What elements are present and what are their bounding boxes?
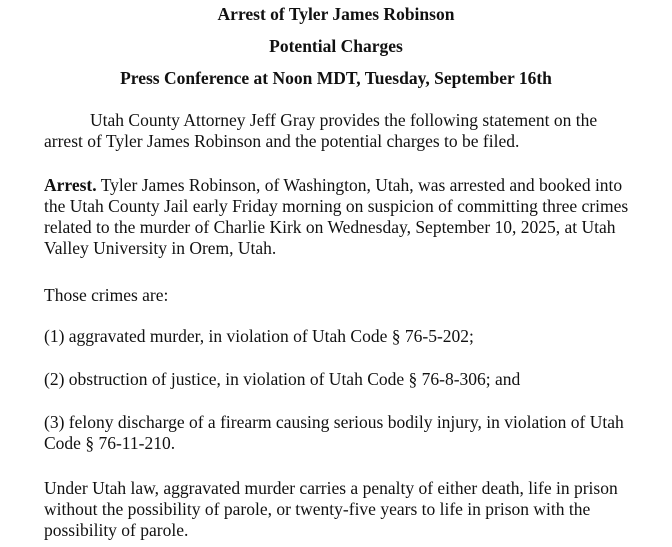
penalty-paragraph: Under Utah law, aggravated murder carries a penalty of either death, life in prison without the possibility of parole, or twenty-five years to life in prison with the possibility of parole. bbox=[44, 478, 618, 540]
press-conference-line: Press Conference at Noon MDT, Tuesday, September 16th bbox=[120, 68, 552, 88]
arrest-text: Tyler James Robinson, of Washington, Utah, was arrested and booked into the Utah County Jail early Friday morning on suspicion of committing three crimes related to the murder of Charlie Kirk on Wednesday, September 10, 2025, at Utah Valley University in Orem, Utah. bbox=[44, 175, 629, 258]
crime-item-2: (2) obstruction of justice, in violation of Utah Code § 76-8-306; and bbox=[44, 369, 521, 389]
crime-item-1: (1) aggravated murder, in violation of Utah Code § 76-5-202; bbox=[44, 326, 474, 346]
crimes-intro: Those crimes are: bbox=[44, 285, 169, 305]
document-title: Arrest of Tyler James Robinson bbox=[217, 4, 455, 24]
crime-item-3: (3) felony discharge of a firearm causing serious bodily injury, in violation of Utah Code § 76-11-210. bbox=[44, 412, 624, 453]
arrest-label: Arrest. bbox=[44, 175, 97, 195]
intro-paragraph: Utah County Attorney Jeff Gray provides the following statement on the arrest of Tyler James Robinson and the potential charges to be filed. bbox=[44, 110, 598, 151]
arrest-paragraph bbox=[44, 175, 634, 259]
document-subtitle: Potential Charges bbox=[269, 36, 403, 56]
